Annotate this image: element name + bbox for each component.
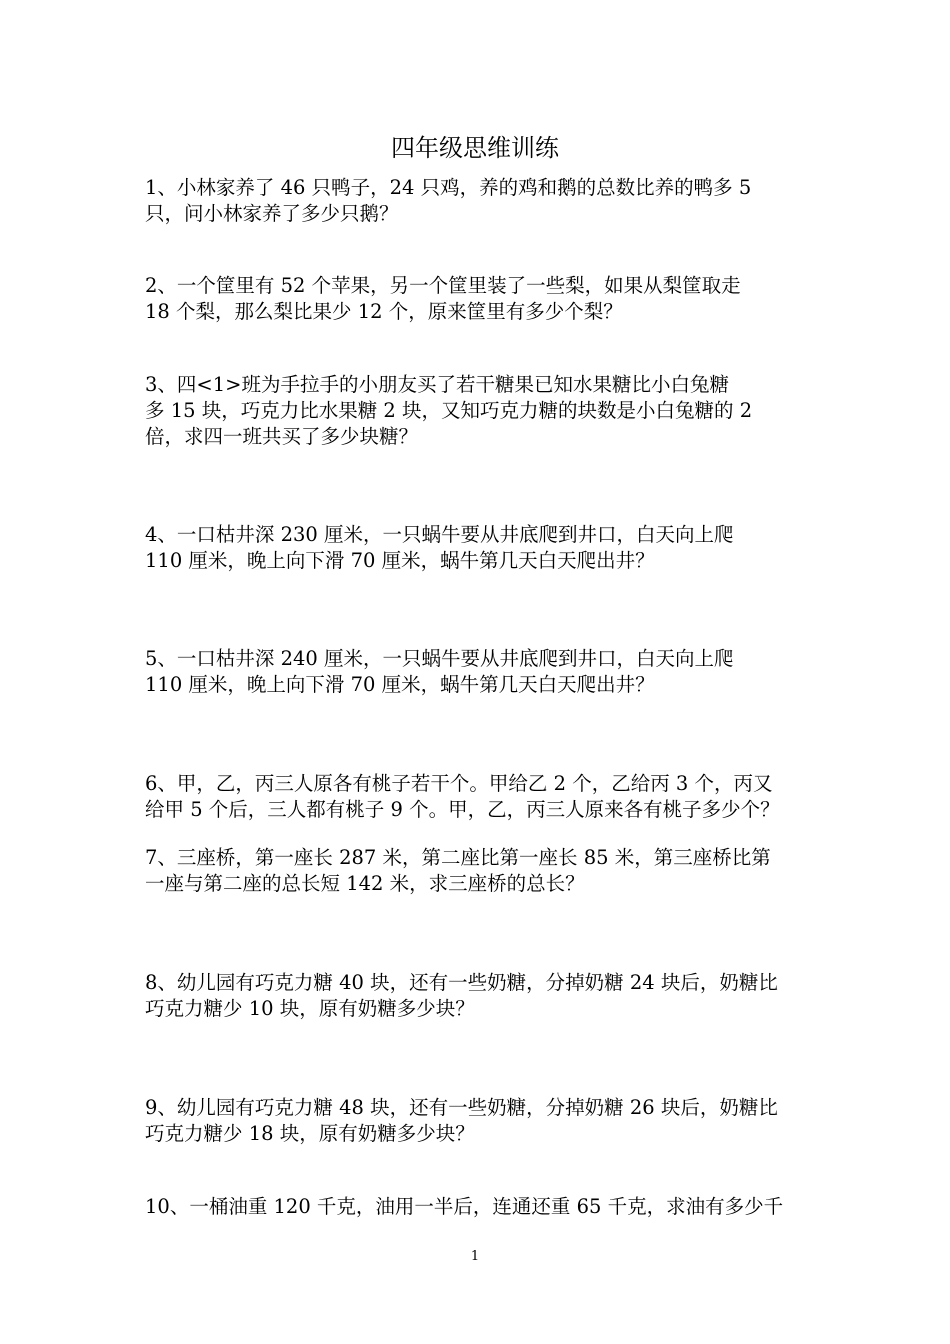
problem-line: 7、三座桥，第一座长 287 米，第二座比第一座长 85 米，第三座桥比第: [145, 846, 771, 869]
problem-line: 110 厘米，晚上向下滑 70 厘米，蜗牛第几天白天爬出井？: [145, 549, 655, 572]
problem-10: [145, 1194, 810, 1220]
problem-line: 6、甲，乙，丙三人原各有桃子若干个。甲给乙 2 个，乙给丙 3 个，丙又: [145, 772, 773, 795]
problem-line: 2、一个筐里有 52 个苹果，另一个筐里装了一些梨，如果从梨筐取走: [145, 274, 741, 297]
problem-4: [145, 522, 810, 574]
problem-line: 5、一口枯井深 240 厘米，一只蜗牛要从井底爬到井口，白天向上爬: [145, 647, 734, 670]
page-title: 四年级思维训练: [391, 134, 559, 162]
problem-line: 10、一桶油重 120 千克，油用一半后，连通还重 65 千克，求油有多少千: [145, 1195, 784, 1218]
problem-9: [145, 1095, 810, 1147]
problem-line: 4、一口枯井深 230 厘米，一只蜗牛要从井底爬到井口，白天向上爬: [145, 523, 734, 546]
page-number: 1: [470, 1249, 480, 1264]
problem-line: 只，问小林家养了多少只鹅？: [145, 202, 399, 225]
problem-line: 110 厘米，晚上向下滑 70 厘米，蜗牛第几天白天爬出井？: [145, 673, 655, 696]
problem-line: 多 15 块，巧克力比水果糖 2 块，又知巧克力糖的块数是小白兔糖的 2: [145, 399, 753, 422]
problem-line: 18 个梨，那么梨比果少 12 个，原来筐里有多少个梨？: [145, 300, 623, 323]
problem-line: 8、幼儿园有巧克力糖 40 块，还有一些奶糖，分掉奶糖 24 块后，奶糖比: [145, 971, 778, 994]
problem-line: 3、四<1>班为手拉手的小朋友买了若干糖果已知水果糖比小白兔糖: [145, 373, 729, 396]
problem-2: [145, 273, 810, 325]
problem-line: 巧克力糖少 10 块，原有奶糖多少块？: [145, 997, 475, 1020]
problem-line: 给甲 5 个后，三人都有桃子 9 个。甲，乙，丙三人原来各有桃子多少个？: [145, 798, 780, 821]
problem-7: [145, 845, 810, 897]
problem-8: [145, 970, 810, 1022]
problem-line: 倍，求四一班共买了多少块糖？: [145, 425, 419, 448]
problem-line: 1、小林家养了 46 只鸭子，24 只鸡，养的鸡和鹅的总数比养的鸭多 5: [145, 176, 752, 199]
problem-line: 巧克力糖少 18 块，原有奶糖多少块？: [145, 1122, 475, 1145]
problem-line: 9、幼儿园有巧克力糖 48 块，还有一些奶糖，分掉奶糖 26 块后，奶糖比: [145, 1096, 778, 1119]
problem-3: [145, 372, 810, 450]
problem-line: 一座与第二座的总长短 142 米，求三座桥的总长？: [145, 872, 585, 895]
problem-1: [145, 175, 810, 227]
problem-6: [145, 771, 810, 823]
problem-5: [145, 646, 810, 698]
